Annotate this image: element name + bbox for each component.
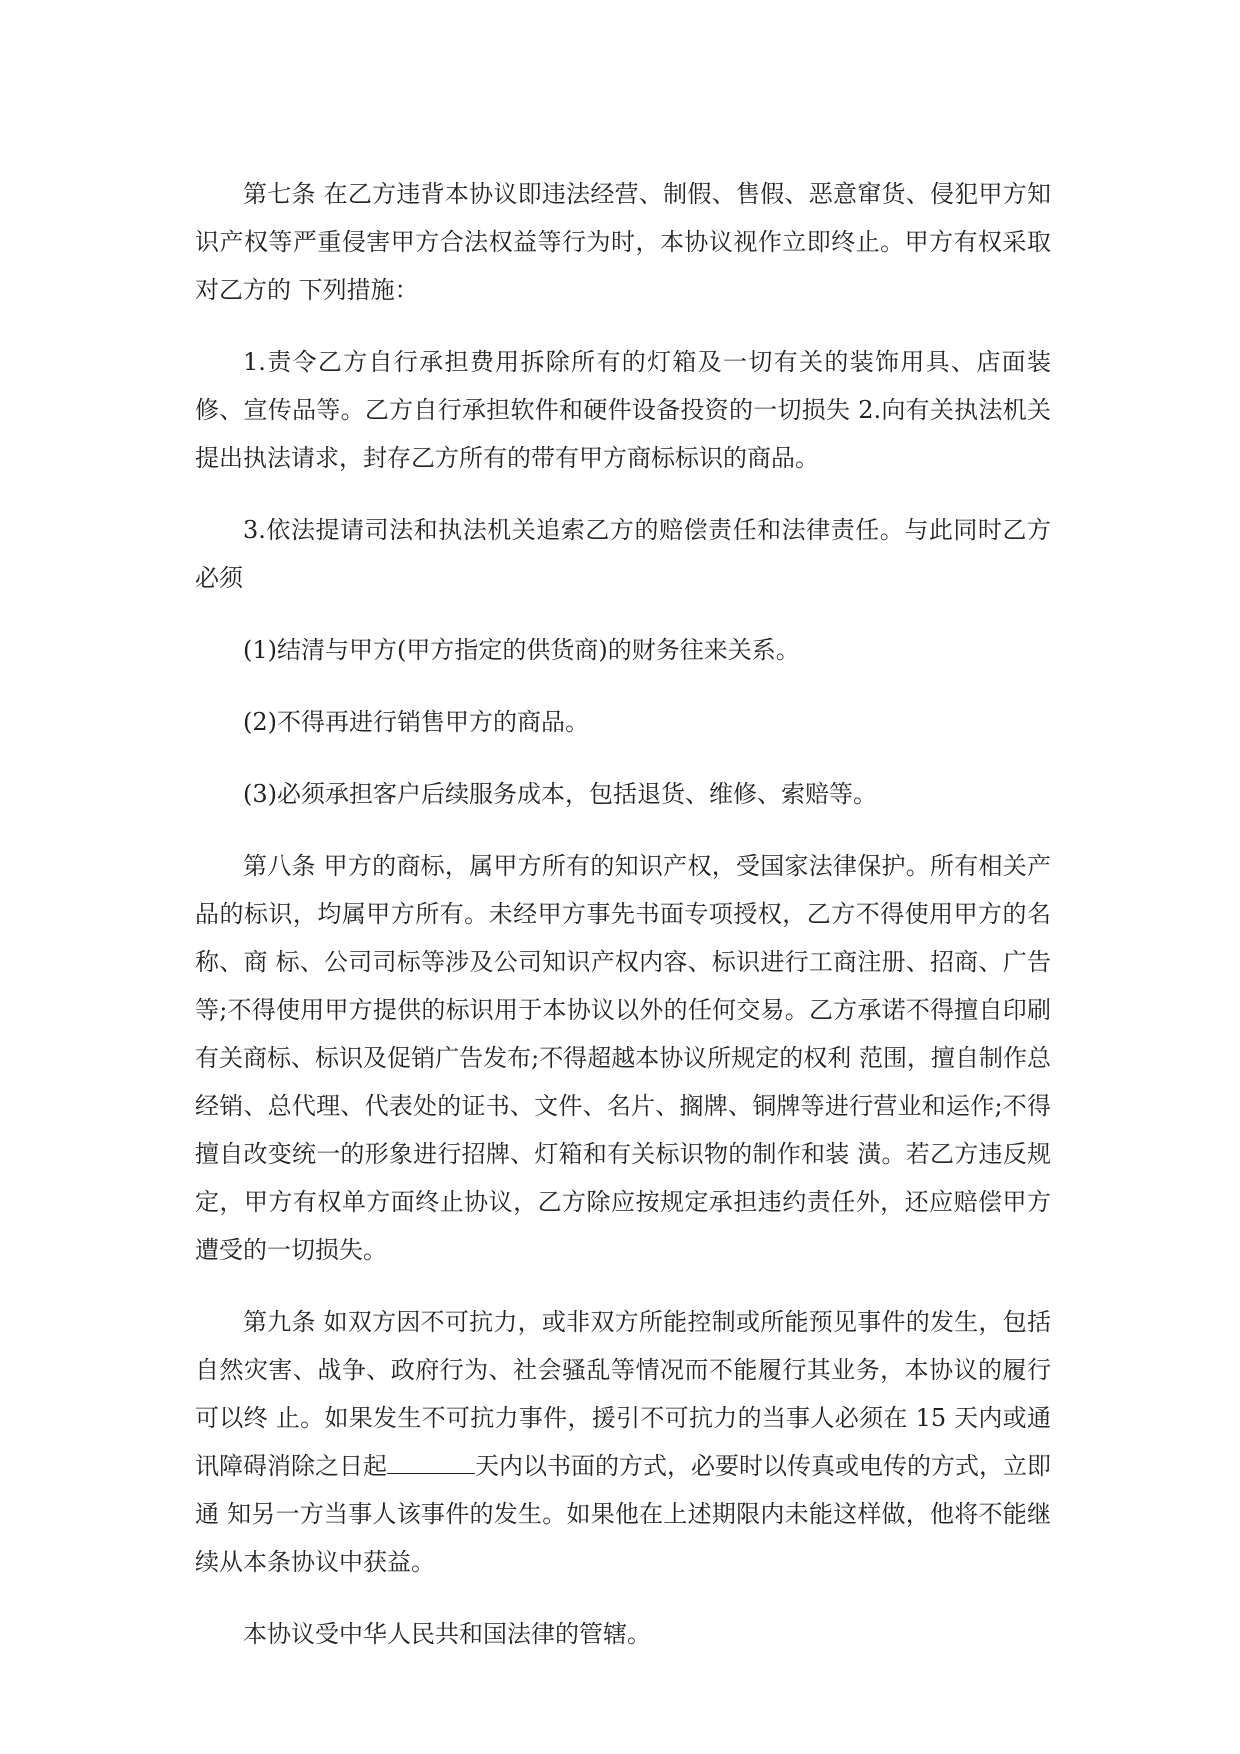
article-9-paragraph bbox=[195, 1298, 1051, 1586]
article-7-paragraph: 第七条 在乙方违背本协议即违法经营、制假、售假、恶意窜货、侵犯甲方知识产权等严重侵害甲方合法权益等行为时，本协议视作立即终止。甲方有权采取对乙方的 下列措施： bbox=[195, 180, 1051, 304]
measure-3-paragraph: 3.依法提请司法和执法机关追索乙方的赔偿责任和法律责任。与此同时乙方必须 bbox=[195, 516, 1051, 592]
fill-in-blank-line bbox=[387, 1451, 475, 1474]
article-9-text-after-blank: 天内以书面的方式，必要时以传真或电传的方式，立即通 知另一方当事人该事件的发生。如果他在上述期限内未能这样做，他将不能继续从本条协议中获益。 bbox=[195, 1452, 1051, 1576]
article-9-text-before-blank: 第九条 如双方因不可抗力，或非双方所能控制或所能预见事件的发生，包括自然灾害、战争、政府行为、社会骚乱等情况而不能履行其业务，本协议的履行可以终 止。如果发生不可抗力事件，援引不可抗力的当事人必须在 15 天内或通讯障碍消除之日起 bbox=[195, 1308, 1051, 1480]
article-8-paragraph: 第八条 甲方的商标，属甲方所有的知识产权，受国家法律保护。所有相关产品的标识，均属甲方所有。未经甲方事先书面专项授权，乙方不得使用甲方的名称、商 标、公司司标等涉及公司知识产权内容、标识进行工商注册、招商、广告等;不得使用甲方提供的标识用于本协议以外的任何交易。乙方承诺不得擅自印刷有关商标、标识及促销广告发布;不得超越本协议所规定的权利 范围，擅自制作总经销、总代理、代表处的证书、文件、名片、搁牌、铜牌等进行营业和运作;不得擅自改变统一的形象进行招牌、灯箱和有关标识物的制作和装 潢。若乙方违反规定，甲方有权单方面终止协议，乙方除应按规定承担违约责任外，还应赔偿甲方遭受的一切损失。 bbox=[195, 852, 1051, 1264]
measure-1-paragraph: 1.责令乙方自行承担费用拆除所有的灯箱及一切有关的装饰用具、店面装修、宣传品等。乙方自行承担软件和硬件设备投资的一切损失 2.向有关执法机关提出执法请求，封存乙方所有的带有甲方商标标识的商品。 bbox=[195, 348, 1051, 472]
document-body bbox=[195, 170, 1051, 1658]
obligation-2-paragraph: (2)不得再进行销售甲方的商品。 bbox=[243, 708, 589, 736]
obligation-1-paragraph: (1)结清与甲方(甲方指定的供货商)的财务往来关系。 bbox=[243, 636, 800, 664]
obligation-3-paragraph: (3)必须承担客户后续服务成本，包括退货、维修、索赔等。 bbox=[243, 780, 877, 808]
governing-law-paragraph: 本协议受中华人民共和国法律的管辖。 bbox=[243, 1620, 651, 1648]
